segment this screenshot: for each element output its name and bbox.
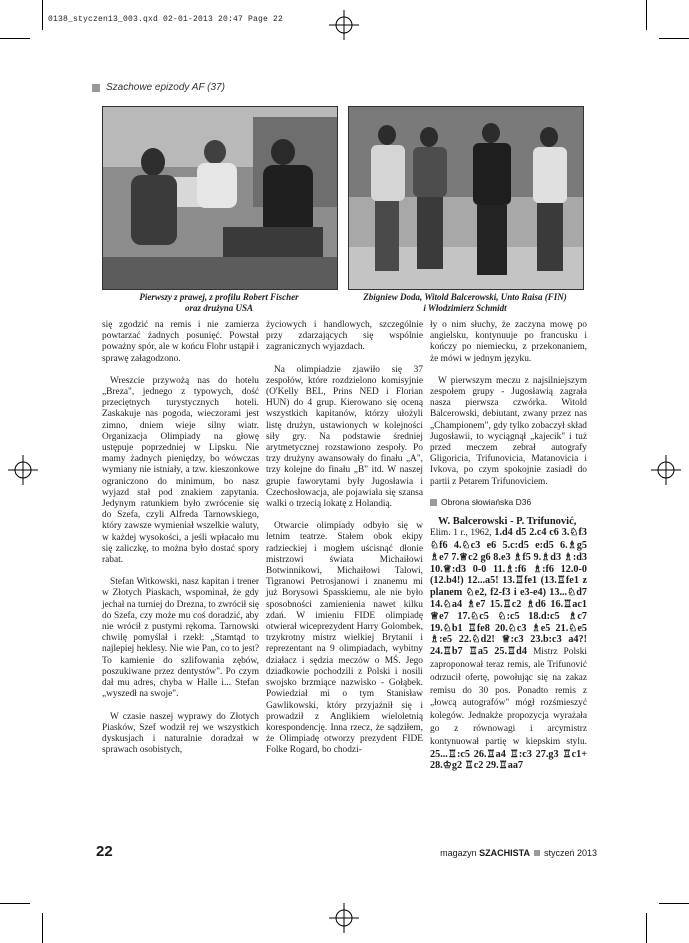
registration-mark-icon: [329, 10, 359, 40]
page-number: 22: [96, 843, 113, 860]
trim-mark: [42, 913, 43, 943]
magazine-prefix: magazyn: [440, 848, 480, 858]
header-title: Szachowe epizody AF (37): [106, 82, 225, 93]
trim-mark: [0, 38, 30, 39]
article-column-3: [430, 320, 587, 772]
registration-mark-icon: [8, 455, 38, 485]
registration-mark-icon: [329, 903, 359, 933]
paragraph: W pierwszym meczu z najsilniejszym zespołem grupy - Jugosławią zagrała nasza pierwsza czwórka. Witold Balcerowski, debiutant, zwany przez nas „Championem", gdy tylko zobaczył skład Jugosławii, to wyciągnął „kajecik" i tuż przed meczem zebrał autografy Gligoricia, Trifunovicia, Matanovicia i Ivkova, po czym spokojnie zasiadł do partii z Petarem Trifunoviciem.: [430, 375, 587, 487]
issue-date: styczeń 2013: [543, 848, 597, 858]
paragraph: życiowych i handlowych, szczególnie przy zdarzających się wspólnie zagranicznych wyjazdach.: [266, 320, 423, 353]
trim-mark: [0, 903, 30, 904]
photo-left: [102, 106, 338, 290]
registration-mark-icon: [651, 455, 681, 485]
moves-text: 1.d4 d5 2.c4 c6 3.♘f3 ♘f6 4.♘c3 e6 5.c:d5 e:d5 6.♗g5 ♗e7 7.♕c2 g6 8.e3 ♗f5 9.♗d3 ♗:d3 10.♕:d3 0-0 11.♗:f6 ♗:f6 12.0-0 (12.b4!) 12...a5! 13.♖fe1 (13.♖fe1 z planem ♘e2, f2-f3 i e3-e4) 13...♘d7 14.♘a4 ♗e7 15.♖c2 ♗d6 16.♖ac1 ♕e7 17.♘c5 ♘:c5 18.d:c5 ♗c7 19.♘b1 ♖fe8 20.♘c3 ♗e5 21.♘e5 ♗:e5 22.♘d2! ♕:c3 23.b:c3 a4?! 24.♖b7 ♖a5 25.♖d4: [430, 527, 587, 658]
paragraph: Otwarcie olimpiady odbyło się w letnim teatrze. Stałem obok ekipy radzieckiej i mogłem uścisnąć dłonie mistrzowi świata Michaiłowi Botwinnikowi, Michaiłowi Talowi, Tigranowi Petrosjanowi i znanemu mi już Borysowi Spasskiemu, ale nie było sposobności zamienienia nawet kilku zdań. W imieniu FIDE olimpiadę otwierał wiceprezydent Harry Golombek, trzykrotny mistrz wielkiej Brytanii i reprezentant na 9 olimpiadach, wybitny działacz i sędzia meczów o MŚ. Jego dziadkowie pochodzili z Polski i nosili swojsko brzmiące nazwisko - Gołąbek. Powiedział mi o tym Stanisław Gawlikowski, który przyjaźnił się i prowadził z Anglikiem wieloletnią korespondencję. Inna rzecz, że sądziłem, że Olimpiadę otworzy prezydent FIDE Folke Rogard, bo chodzi-: [266, 521, 423, 756]
photo-right-caption: [348, 292, 582, 314]
footer-magazine: [440, 848, 597, 858]
game-info: Elim. 1 r., 1962,: [430, 528, 492, 539]
game-moves: [430, 527, 587, 772]
section-header: [92, 82, 225, 93]
game-comment: Mistrz Polski zaproponował teraz remis, ale Trifunović odrzucił ofertę, powołując się na zakaz remisu do 30 pos. Ponadto remis z „łowcą autografów" mógł rozśmieszyć kolegów. Jednakże propozycja wyrażała go z równowagi i arcymistrz kontynuował partię w kiepskim stylu.: [430, 647, 587, 747]
magazine-name: SZACHISTA: [479, 848, 530, 858]
caption-line: Zbigniew Doda, Witold Balcerowski, Unto Raisa (FIN): [363, 292, 567, 302]
trim-mark: [646, 0, 647, 30]
paragraph: W czasie naszej wyprawy do Złotych Piasków, Szef wodził rej we wszystkich dyskusjach i naturalnie doradzał w sprawach osobistych,: [102, 711, 259, 756]
trim-mark: [659, 38, 689, 39]
moves-end: 25...♖:c5 26.♖a4 ♖:c3 27.g3 ♖c1+ 28.♔g2 ♖c2 29.♖aa7: [430, 748, 587, 772]
paragraph: ły o nim słuchy, że zaczyna mowę po angielsku, kontynuuje po francusku i kończy po niemiecku, z przekonaniem, że mówi w jednym języku.: [430, 320, 587, 364]
article-column-1: [102, 320, 259, 756]
trim-mark: [659, 903, 689, 904]
paragraph: Stefan Witkowski, nasz kapitan i trener w Złotych Piaskach, wspominał, że gdy jechał na turniej do Drezna, to zwrócił się do Szefa, czy może mu coś doradzić, aby nie wrócił z pustymi rękoma. Tarnowski chwilę pomyślał i rzekł: „Stamtąd to najlepiej heklesy. Nie wie Pan, co to jest? To kamienie do szlifowania zębów, poszukiwane przez dentystów". Po czym dał mu adres, chyba w Halle i... Stefan „wyszedł na swoje".: [102, 577, 259, 700]
opening-tag: [430, 497, 587, 508]
caption-line: oraz drużyna USA: [184, 303, 254, 313]
paragraph: Na olimpiadzie zjawiło się 37 zespołów, które rozdzielono komisyjnie (O'Kelly BEL, Prins NED i Florian HUN) do 4 grup. Kierowano się oceną wszystkich kapitanów, którzy ułożyli listę drużyn, ustawionych w kolejności siły gry. Na podstawie średniej arytmetycznej rozstawiono zespoły. Po trzy drużyny awansowały do finału „A", trzy kolejne do finału „B" itd. W naszej grupie faworytami były Jugosławia i Czechosłowacja, ale pojawiała się szansa walki o trzecią lokatę z Holandią.: [266, 364, 423, 510]
paragraph: się zgodzić na remis i nie zamierza powtarzać żadnych posunięć. Powstał poważny spór, ale w końcu Flohr ustąpił i sprawę załagodzono.: [102, 320, 259, 364]
square-bullet-icon: [92, 84, 100, 92]
square-bullet-icon: [534, 850, 540, 856]
trim-mark: [42, 0, 43, 30]
game-header: W. Balcerowski - P. Trifunović,: [438, 516, 577, 528]
caption-line: i Włodzimierz Schmidt: [423, 303, 507, 313]
paragraph: Wreszcie przywożą nas do hotelu „Breza", jednego z typowych, dość przeciętnych turystycznych hoteli. Zaskakuje nas pogoda, wieczorami jest zimno, dniem wieje silny wiatr. Organizacja Olimpiady na głowę ustępuje poprzedniej w Lipsku. Nie mamy żadnych pieniędzy, bo wówczas wymiany nie istniały, a tzw. kieszonkowe ograniczono do minimum, bo nasz wyjazd stał pod znakiem zapytania. Jedynym ratunkiem było zwrócenie się do Szefa, czyli Alfreda Tarnowskiego, który zawsze wymieniał wszelkie waluty, w każdej wysokości, a jeśli wpłacało mu się zaliczkę, to można było dostać spory rabat.: [102, 375, 259, 566]
printer-slug: 0138_styczen13_003.qxd 02-01-2013 20:47 Page 22: [48, 15, 284, 24]
opening-name: Obrona słowiańska D36: [441, 496, 532, 507]
trim-mark: [646, 913, 647, 943]
photo-right: [348, 106, 584, 290]
caption-line: Pierwszy z prawej, z profilu Robert Fischer: [139, 292, 299, 302]
photo-left-caption: [102, 292, 336, 314]
article-column-2: [266, 320, 423, 757]
square-bullet-icon: [430, 499, 437, 506]
